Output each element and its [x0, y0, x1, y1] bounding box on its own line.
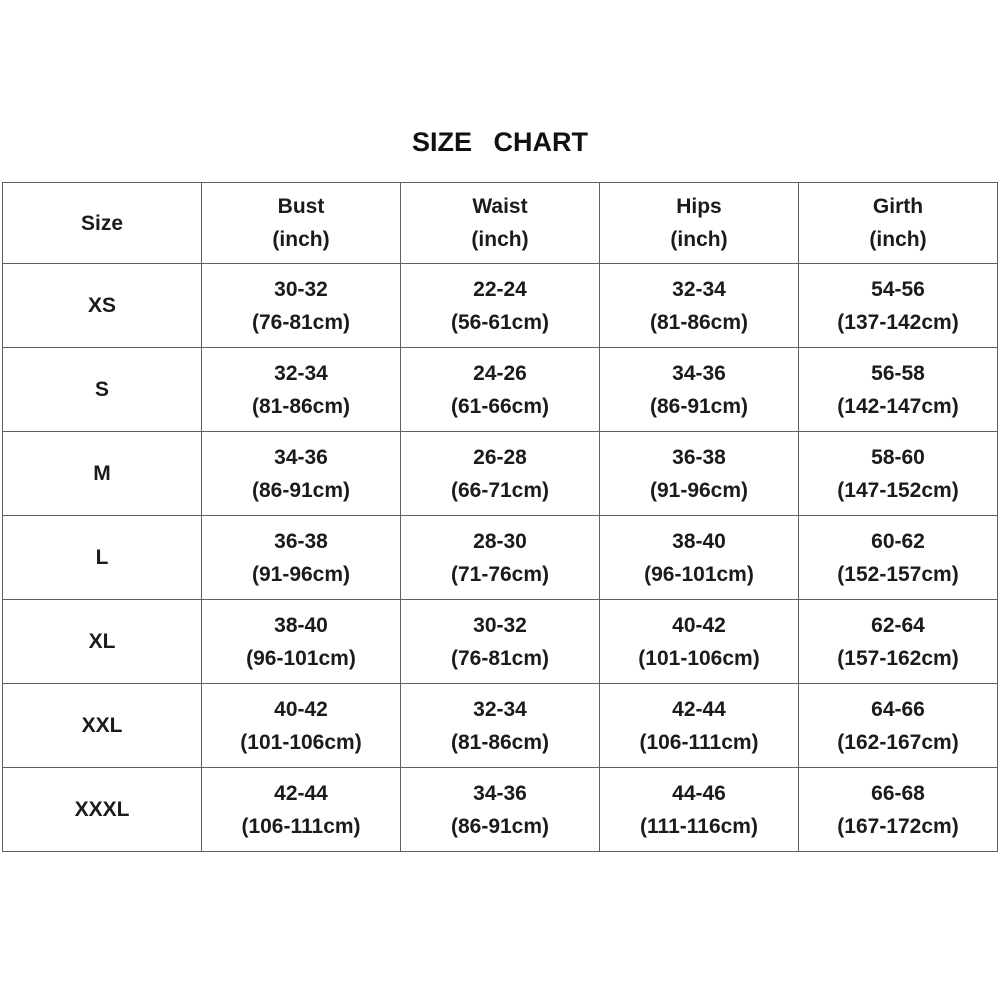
waist-cell — [401, 768, 600, 852]
table-row — [3, 600, 998, 684]
bust-cell — [202, 432, 401, 516]
girth-cell — [799, 684, 998, 768]
header-unit: (inch) — [471, 228, 529, 251]
inch-value: 40-42 — [274, 697, 328, 721]
header-row — [3, 183, 998, 264]
waist-cell — [401, 348, 600, 432]
girth-cell — [799, 432, 998, 516]
inch-value: 66-68 — [871, 781, 925, 805]
bust-cell — [202, 348, 401, 432]
cm-value: (76-81cm) — [251, 310, 351, 334]
bust-cell — [202, 600, 401, 684]
cm-value: (167-172cm) — [837, 814, 959, 838]
cm-value: (152-157cm) — [837, 562, 959, 586]
cm-value: (81-86cm) — [251, 394, 351, 418]
girth-cell — [799, 264, 998, 348]
inch-value: 62-64 — [871, 613, 925, 637]
inch-value: 54-56 — [871, 277, 925, 301]
cm-value: (76-81cm) — [450, 646, 550, 670]
inch-value: 56-58 — [871, 361, 925, 385]
inch-value: 32-34 — [672, 277, 726, 301]
cm-value: (86-91cm) — [649, 394, 749, 418]
cm-value: (147-152cm) — [837, 478, 959, 502]
inch-value: 32-34 — [473, 697, 527, 721]
header-label: Girth — [872, 195, 924, 218]
header-label: Size — [80, 211, 124, 235]
table-row — [3, 432, 998, 516]
cm-value: (142-147cm) — [837, 394, 959, 418]
table-row — [3, 264, 998, 348]
inch-value: 34-36 — [672, 361, 726, 385]
header-cell-bust — [202, 183, 401, 264]
cm-value: (71-76cm) — [450, 562, 550, 586]
waist-cell — [401, 264, 600, 348]
waist-cell — [401, 432, 600, 516]
size-chart-table — [2, 182, 998, 852]
cm-value: (91-96cm) — [649, 478, 749, 502]
cm-value: (86-91cm) — [450, 814, 550, 838]
header-cell-waist — [401, 183, 600, 264]
table-row — [3, 768, 998, 852]
hips-cell — [600, 600, 799, 684]
hips-cell — [600, 516, 799, 600]
hips-cell — [600, 684, 799, 768]
inch-value: 32-34 — [274, 361, 328, 385]
inch-value: 42-44 — [672, 697, 726, 721]
cm-value: (96-101cm) — [246, 646, 356, 670]
waist-cell — [401, 600, 600, 684]
inch-value: 60-62 — [871, 529, 925, 553]
inch-value: 28-30 — [473, 529, 527, 553]
cm-value: (61-66cm) — [450, 394, 550, 418]
size-cell: XXXL — [3, 768, 202, 852]
size-cell: L — [3, 516, 202, 600]
girth-cell — [799, 600, 998, 684]
cm-value: (111-116cm) — [640, 814, 758, 838]
table-row — [3, 516, 998, 600]
cm-value: (106-111cm) — [639, 730, 759, 754]
page-title: SIZE CHART — [412, 127, 588, 157]
size-chart-body — [3, 264, 998, 852]
bust-cell — [202, 264, 401, 348]
waist-cell — [401, 684, 600, 768]
cm-value: (81-86cm) — [450, 730, 550, 754]
size-cell: S — [3, 348, 202, 432]
bust-cell — [202, 516, 401, 600]
waist-cell — [401, 516, 600, 600]
hips-cell — [600, 432, 799, 516]
inch-value: 42-44 — [274, 781, 328, 805]
inch-value: 34-36 — [274, 445, 328, 469]
size-cell: M — [3, 432, 202, 516]
inch-value: 44-46 — [672, 781, 726, 805]
header-cell-girth — [799, 183, 998, 264]
inch-value: 36-38 — [274, 529, 328, 553]
cm-value: (96-101cm) — [644, 562, 754, 586]
hips-cell — [600, 264, 799, 348]
header-label: Waist — [472, 195, 528, 218]
hips-cell — [600, 348, 799, 432]
header-unit: (inch) — [670, 228, 728, 251]
header-unit: (inch) — [869, 228, 927, 251]
hips-cell — [600, 768, 799, 852]
bust-cell — [202, 768, 401, 852]
header-unit: (inch) — [272, 228, 330, 251]
girth-cell — [799, 768, 998, 852]
inch-value: 64-66 — [871, 697, 925, 721]
cm-value: (162-167cm) — [837, 730, 959, 754]
inch-value: 34-36 — [473, 781, 527, 805]
size-cell: XS — [3, 264, 202, 348]
size-cell: XXL — [3, 684, 202, 768]
cm-value: (106-111cm) — [241, 814, 361, 838]
inch-value: 22-24 — [473, 277, 527, 301]
bust-cell — [202, 684, 401, 768]
inch-value: 30-32 — [473, 613, 527, 637]
cm-value: (101-106cm) — [240, 730, 362, 754]
table-row — [3, 348, 998, 432]
cm-value: (81-86cm) — [649, 310, 749, 334]
header-label: Bust — [277, 195, 325, 218]
inch-value: 24-26 — [473, 361, 527, 385]
inch-value: 30-32 — [274, 277, 328, 301]
girth-cell — [799, 516, 998, 600]
cm-value: (66-71cm) — [450, 478, 550, 502]
cm-value: (56-61cm) — [450, 310, 550, 334]
cm-value: (157-162cm) — [837, 646, 959, 670]
table-row — [3, 684, 998, 768]
size-cell: XL — [3, 600, 202, 684]
inch-value: 38-40 — [274, 613, 328, 637]
cm-value: (91-96cm) — [251, 562, 351, 586]
header-cell-size — [3, 183, 202, 264]
inch-value: 26-28 — [473, 445, 527, 469]
inch-value: 36-38 — [672, 445, 726, 469]
cm-value: (101-106cm) — [638, 646, 760, 670]
header-label: Hips — [676, 195, 722, 218]
inch-value: 40-42 — [672, 613, 726, 637]
inch-value: 58-60 — [871, 445, 925, 469]
girth-cell — [799, 348, 998, 432]
cm-value: (137-142cm) — [837, 310, 959, 334]
header-cell-hips — [600, 183, 799, 264]
cm-value: (86-91cm) — [251, 478, 351, 502]
inch-value: 38-40 — [672, 529, 726, 553]
